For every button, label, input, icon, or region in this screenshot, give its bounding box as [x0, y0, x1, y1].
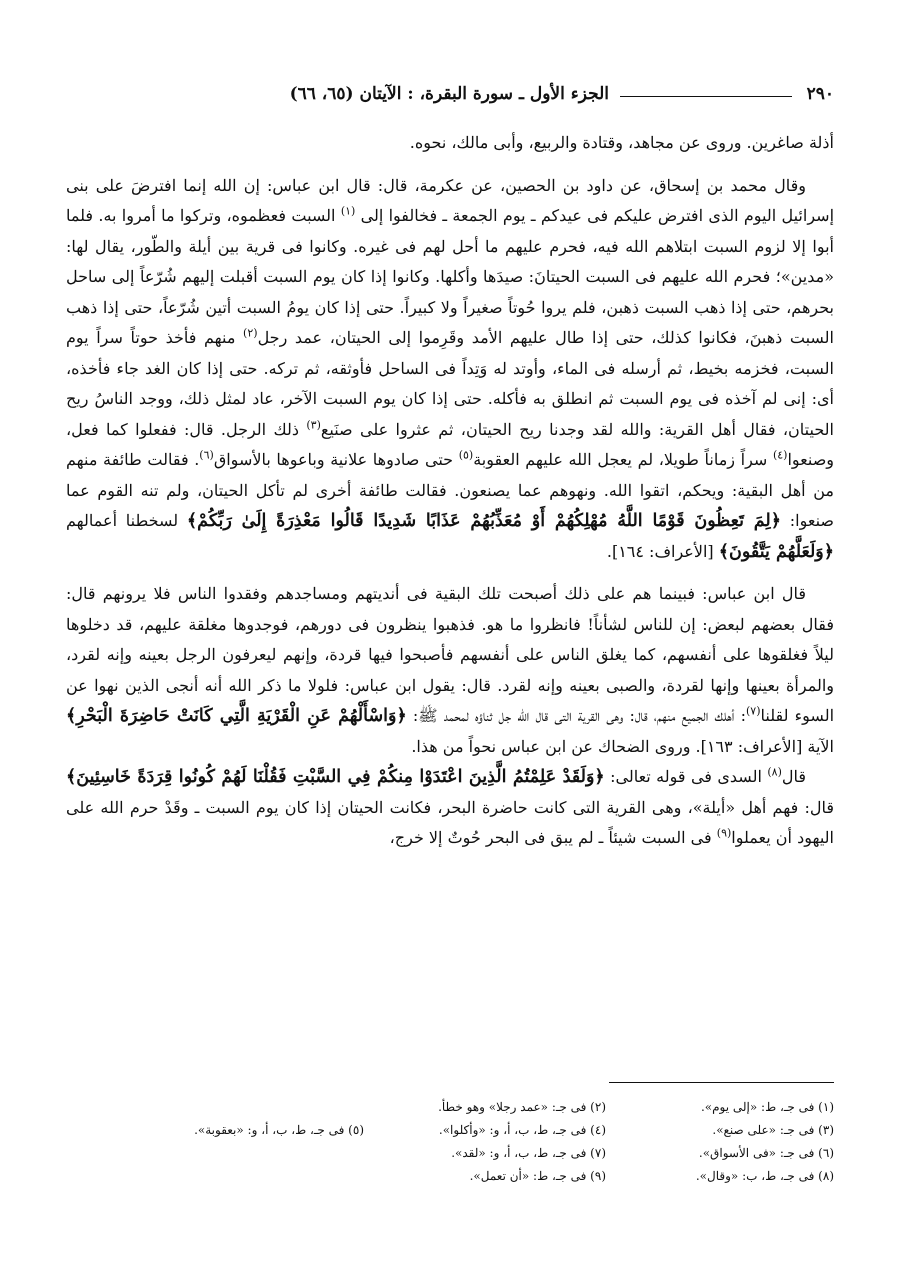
header-title: الجزء الأول ـ سورة البقرة، : الآيتان (٦٥، ٦٦) [289, 84, 609, 104]
footnote: (٧) فى جـ، ط، ب، أ، و: «لقد». [451, 1146, 606, 1160]
footnote-ref: (٣) [306, 418, 321, 432]
footnote: (٩) فى جـ، ط: «أن تعمل». [469, 1169, 606, 1183]
footnote-column-3 [134, 1096, 364, 1142]
page-number: ٢٩٠ [806, 84, 834, 104]
footnote-ref: (٨) [767, 765, 782, 779]
paragraph-3: قال ابن عباس: فبينما هم على ذلك أصبحت تلك البقية فى أنديتهم ومساجدهم وفقدوا الناس فلا يرونهم قال: فقال بعضهم لبعض: إن للناس لشأناً! فانظروا ما هو. فذهبوا ينظرون فى دورهم، فوجدوها مغلقة عليهم، قد دخلوها ليلاً فغلقوها على أنفسهم، كما يغلق الناس على أنفسهم فأصبحوا فيها قردة، وإنهم ليعرفون الرجل بعينه وإنه لقرد، والمرأة بعينها وإنها لقردة، والصبى بعينه وإنه لقرد. قال: يقول ابن عباس: فلولا ما ذكر الله أنه أنجى الذين نهوا عن السوء لقلنا$^{(٧)}$: أهلك الجميع منهم، قال: وهى القرية التى قال الله جل ثناؤه لمحمد ﷺ: ﴿وَاسْأَلْهُمْ عَنِ الْقَرْيَةِ الَّتِي كَانَتْ حَاضِرَةَ الْبَحْرِ﴾ الآية [الأعراف: ١٦٣]. وروى الضحاك عن ابن عباس نحواً من هذا. [66, 584, 835, 756]
footnote-ref: (٤) [772, 448, 788, 462]
footnote: (٣) فى جـ: «على صنع». [712, 1123, 834, 1137]
footnote: (١) فى جـ، ط: «إلى يوم». [700, 1100, 834, 1114]
header-rule [620, 96, 792, 97]
paragraph-1: أذلة صاغرين. وروى عن مجاهد، وقتادة والربيع، وأبى مالك، نحوه. [409, 133, 834, 152]
footnote-rule [609, 1082, 834, 1083]
main-text [66, 128, 834, 854]
footnote-ref: (٥) [458, 448, 474, 462]
footnote: (٨) فى جـ، ط، ب: «وقال». [695, 1169, 834, 1183]
footnote-ref: (٢) [243, 326, 258, 340]
footnote-column-2 [386, 1096, 606, 1188]
footnote [134, 1096, 364, 1119]
footnote-column-1 [634, 1096, 834, 1188]
footnote: (٤) فى جـ، ط، ب، أ، و: «وأكلوا». [438, 1123, 606, 1137]
running-header [66, 84, 834, 108]
footnote: (٥) فى جـ، ط، ب، أ، و: «بعقوبة». [194, 1123, 364, 1137]
quran-verse: ﴿وَاسْأَلْهُمْ عَنِ الْقَرْيَةِ الَّتِي كَانَتْ حَاضِرَةَ الْبَحْرِ﴾ [66, 706, 407, 726]
footnote-ref: (٩) [716, 826, 732, 840]
paragraph-2: وقال محمد بن إسحاق، عن داود بن الحصين، عن عكرمة، قال: قال ابن عباس: إن الله إنما افترضَ على بنى إسرائيل اليوم الذى افترض عليكم فى عيدكم ـ يوم الجمعة ـ فخالفوا إلى $^{(١)}$ السبت فعظموه، وتركوا ما أمروا به. فلما أبوا إلا لزوم السبت ابتلاهم الله فيه، فحرم عليهم ما أحل لهم فى غيره. وكانوا فى قرية بين أيلة والطّور، يقال لها: «مدين»؛ فحرم الله عليهم فى السبت الحيتانَ: صيدَها وأكلها. وكانوا إذا كان يوم السبت أقبلت إليهم شُرّعاً إلى ساحل بحرهم، حتى إذا ذهب السبت ذهبن، فلم يروا حُوتاً صغيراً ولا كبيراً. حتى إذا كان يومُ السبت أتين شُرّعاً، حتى إذا ذهب السبت ذهبنَ، فكانوا كذلك، حتى إذا طال عليهم الأمد وقَرِموا إلى الحيتان، عمد رجل$^{(٢)}$ منهم فأخذ حوتاً سراً يوم السبت، فخزمه بخيط، ثم أرسله فى الماء، وأوتد له وَتِداً فى الساحل فأوثقه، ثم تركه. حتى إذا كان الغد جاء فأخذه، أى: إنى لم آخذه فى يوم السبت ثم انطلق به فأكله. حتى إذا كان يوم السبت الآخر، عاد لمثل ذلك، ووجد الناسُ ريح الحيتان، فقال أهل القرية: والله لقد وجدنا ريح الحيتان، ثم عثروا على صنَيع$^{(٣)}$ ذلك الرجل. قال: ففعلوا كما فعل، وصنعوا$^{(٤)}$ سراً زماناً طويلا، لم يعجل الله عليهم العقوبة$^{(٥)}$ حتى صادوها علانية وباعوها بالأسواق$^{(٦)}$. فقالت طائفة منهم من أهل البقية: ويحكم، اتقوا الله. ونهوهم عما يصنعون. فقالت طائفة أخرى لم تأكل الحيتان، ولم تنه القوم عما صنعوا: ﴿لِمَ تَعِظُونَ قَوْمًا اللَّهُ مُهْلِكُهُمْ أَوْ مُعَذِّبُهُمْ عَذَابًا شَدِيدًا قَالُوا مَعْذِرَةً إِلَىٰ رَبِّكُمْ﴾ لسخطنا أعمالهم ﴿وَلَعَلَّهُمْ يَتَّقُونَ﴾ [الأعراف: ١٦٤]. [66, 175, 835, 562]
footnote-ref: (٦) [199, 448, 214, 462]
quran-verse: ﴿لِمَ تَعِظُونَ قَوْمًا اللَّهُ مُهْلِكُهُمْ أَوْ مُعَذِّبُهُمْ عَذَابًا شَدِيدًا قَالُوا مَعْذِرَةً إِلَىٰ رَبِّكُمْ﴾ [186, 511, 781, 531]
paragraph-4: قال$^{(٨)}$ السدى فى قوله تعالى: ﴿وَلَقَدْ عَلِمْتُمُ الَّذِينَ اعْتَدَوْا مِنكُمْ فِي السَّبْتِ فَقُلْنَا لَهُمْ كُونُوا قِرَدَةً خَاسِئِينَ﴾ قال: فهم أهل «أيلة»، وهى القرية التى كانت حاضرة البحر، فكانت الحيتان إذا كان يوم السبت ـ وقَدْ حرم الله على اليهود أن يعملوا$^{(٩)}$ فى السبت شيئاً ـ لم يبق فى البحر حُوتٌ إلا خرج، [66, 765, 834, 847]
footnote: (٢) فى جـ: «عمد رجلا» وهو خطأ. [438, 1100, 606, 1114]
quran-verse: ﴿وَلَقَدْ عَلِمْتُمُ الَّذِينَ اعْتَدَوْا مِنكُمْ فِي السَّبْتِ فَقُلْنَا لَهُمْ كُونُوا قِرَدَةً خَاسِئِينَ﴾ [66, 767, 605, 787]
footnote-ref: (١) [340, 204, 356, 218]
footnote-ref: (٧) [745, 704, 761, 718]
quran-verse: ﴿وَلَعَلَّهُمْ يَتَّقُونَ﴾ [718, 541, 834, 562]
footnote: (٦) فى جـ: «فى الأسواق». [698, 1146, 834, 1160]
